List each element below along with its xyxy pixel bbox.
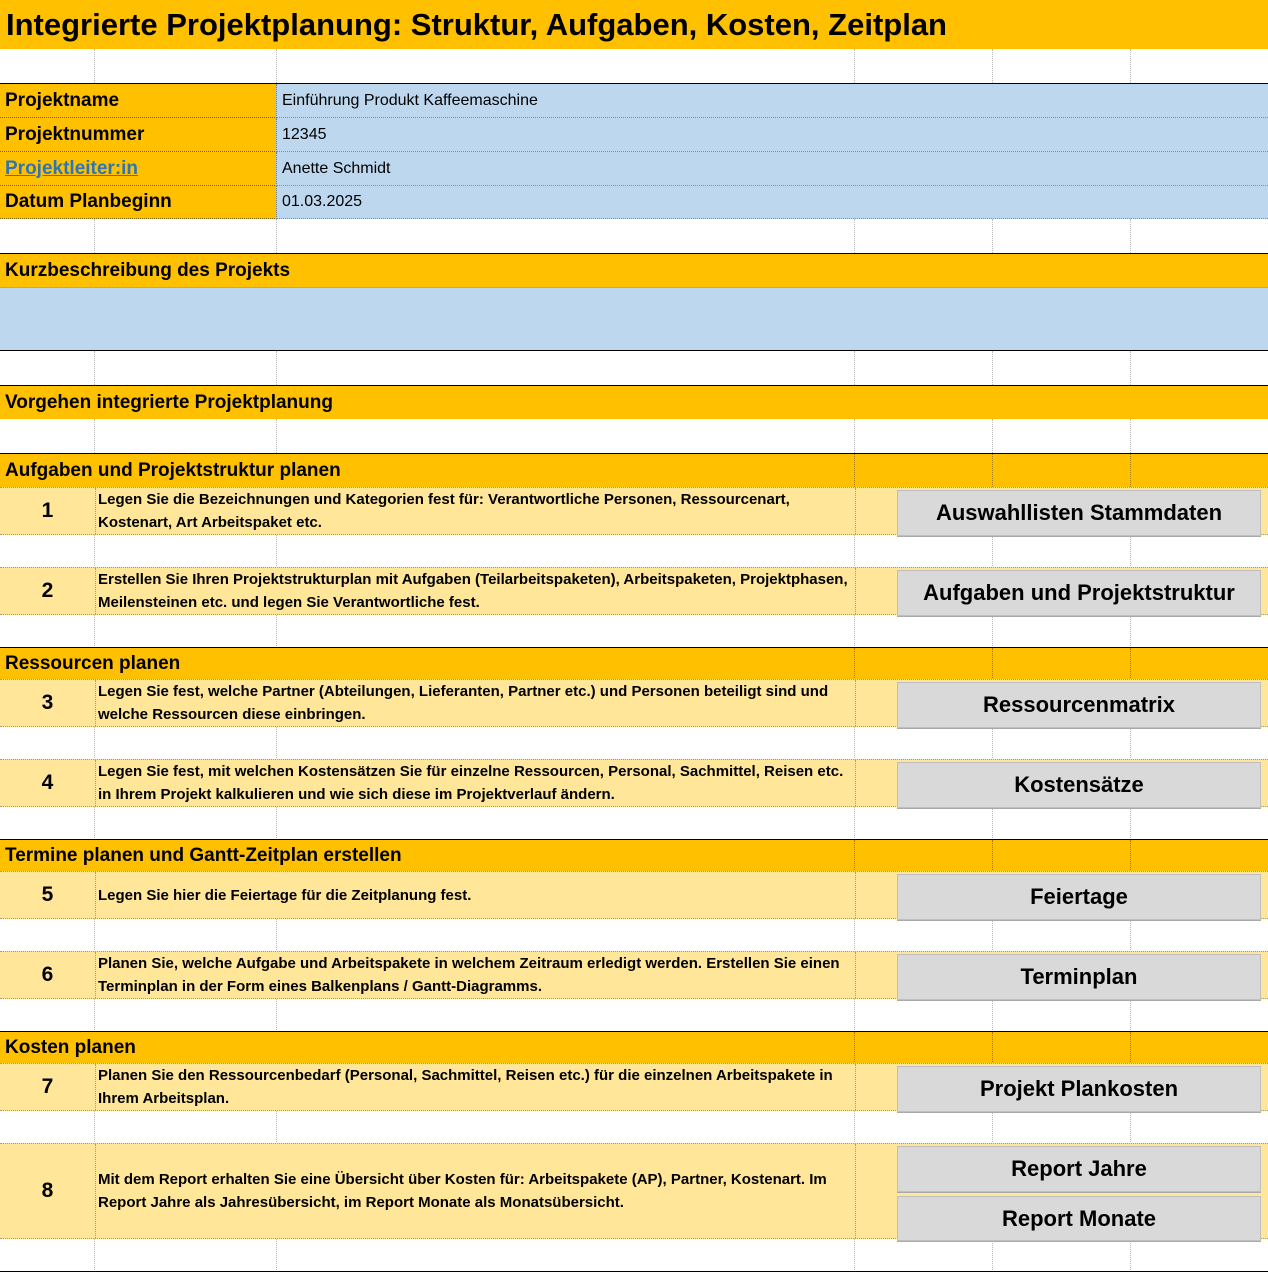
stammdaten-button[interactable]: Auswahllisten Stammdaten xyxy=(897,490,1261,536)
section-tasks-label: Aufgaben und Projektstruktur planen xyxy=(5,459,341,481)
description-header: Kurzbeschreibung des Projekts xyxy=(0,253,1268,287)
step-number: 8 xyxy=(0,1144,96,1238)
step-text: Legen Sie die Bezeichnungen und Kategorien fest für: Verantwortliche Personen, Ressourcenart, Kostenart, Art Arbeitspaket etc. xyxy=(98,491,790,531)
step-number: 7 xyxy=(0,1064,96,1110)
step-text: Mit dem Report erhalten Sie eine Übersicht über Kosten für: Arbeitspakete (AP), Partner, Kostenart. Im Report Jahre als Jahresübersicht, im Report Monate als Monatsübersicht. xyxy=(98,1171,827,1211)
step-text: Erstellen Sie Ihren Projektstrukturplan mit Aufgaben (Teilarbeitspaketen), Arbeitspaketen, Projektphasen, Meilensteinen etc. und legen Sie Verantwortliche fest. xyxy=(98,571,848,611)
project-leader-link[interactable]: Projektleiter:in xyxy=(5,157,139,179)
step-row-3 xyxy=(0,679,1268,727)
step-row-8 xyxy=(0,1143,1268,1239)
plankosten-button[interactable]: Projekt Plankosten xyxy=(897,1066,1261,1112)
section-costs-header xyxy=(0,1031,1268,1064)
section-resources-label: Ressourcen planen xyxy=(5,653,181,674)
feiertage-button[interactable]: Feiertage xyxy=(897,874,1261,920)
step-row-7 xyxy=(0,1063,1268,1111)
plan-start-date-value[interactable]: 01.03.2025 xyxy=(276,186,1268,219)
description-field[interactable] xyxy=(0,287,1268,351)
project-number-label: Projektnummer xyxy=(0,118,277,152)
step-text: Legen Sie fest, mit welchen Kostensätzen Sie für einzelne Ressourcen, Personal, Sachmittel, Reisen etc. in Ihrem Projekt kalkulieren und wie sich diese im Projektverlauf ändern. xyxy=(98,763,844,803)
section-tasks-header xyxy=(0,453,1268,487)
step-number: 1 xyxy=(0,488,96,534)
step-row-6 xyxy=(0,951,1268,999)
section-resources-header xyxy=(0,647,1268,680)
section-costs-label: Kosten planen xyxy=(5,1037,136,1058)
report-monate-button[interactable]: Report Monate xyxy=(897,1196,1261,1241)
plan-start-date-label: Datum Planbeginn xyxy=(0,186,277,219)
project-number-value[interactable]: 12345 xyxy=(276,118,1268,152)
page-title: Integrierte Projektplanung: Struktur, Aufgaben, Kosten, Zeitplan xyxy=(0,0,1268,49)
step-number: 4 xyxy=(0,760,96,806)
project-name-value[interactable]: Einführung Produkt Kaffeemaschine xyxy=(276,84,1268,118)
step-number: 5 xyxy=(0,872,96,918)
step-number: 3 xyxy=(0,680,96,726)
step-row-1 xyxy=(0,487,1268,535)
kostensaetze-button[interactable]: Kostensätze xyxy=(897,762,1261,808)
project-name-label: Projektname xyxy=(0,84,277,118)
step-text: Planen Sie, welche Aufgabe und Arbeitspakete in welchem Zeitraum erledigt werden. Erstellen Sie einen Terminplan in der Form eines Balkenplans / Gantt-Diagramms. xyxy=(98,955,840,995)
project-leader-value[interactable]: Anette Schmidt xyxy=(276,152,1268,186)
projektstruktur-button[interactable]: Aufgaben und Projektstruktur xyxy=(897,570,1261,616)
step-row-4 xyxy=(0,759,1268,807)
step-text: Legen Sie fest, welche Partner (Abteilungen, Lieferanten, Partner etc.) und Personen beteiligt sind und welche Ressourcen diese einbringen. xyxy=(98,683,829,723)
step-text: Legen Sie hier die Feiertage für die Zeitplanung fest. xyxy=(98,886,472,904)
ressourcenmatrix-button[interactable]: Ressourcenmatrix xyxy=(897,682,1261,728)
step-text: Planen Sie den Ressourcenbedarf (Personal, Sachmittel, Reisen etc.) für die einzelnen Arbeitspakete in Ihrem Arbeitsplan. xyxy=(98,1067,833,1107)
section-schedule-header xyxy=(0,839,1268,872)
step-row-2 xyxy=(0,567,1268,615)
terminplan-button[interactable]: Terminplan xyxy=(897,954,1261,1000)
step-row-5 xyxy=(0,871,1268,919)
step-number: 2 xyxy=(0,568,96,614)
report-jahre-button[interactable]: Report Jahre xyxy=(897,1146,1261,1192)
project-leader-label[interactable] xyxy=(0,152,277,186)
procedure-header: Vorgehen integrierte Projektplanung xyxy=(0,385,1268,419)
step-number: 6 xyxy=(0,952,96,998)
section-schedule-label: Termine planen und Gantt-Zeitplan erstellen xyxy=(5,845,402,866)
